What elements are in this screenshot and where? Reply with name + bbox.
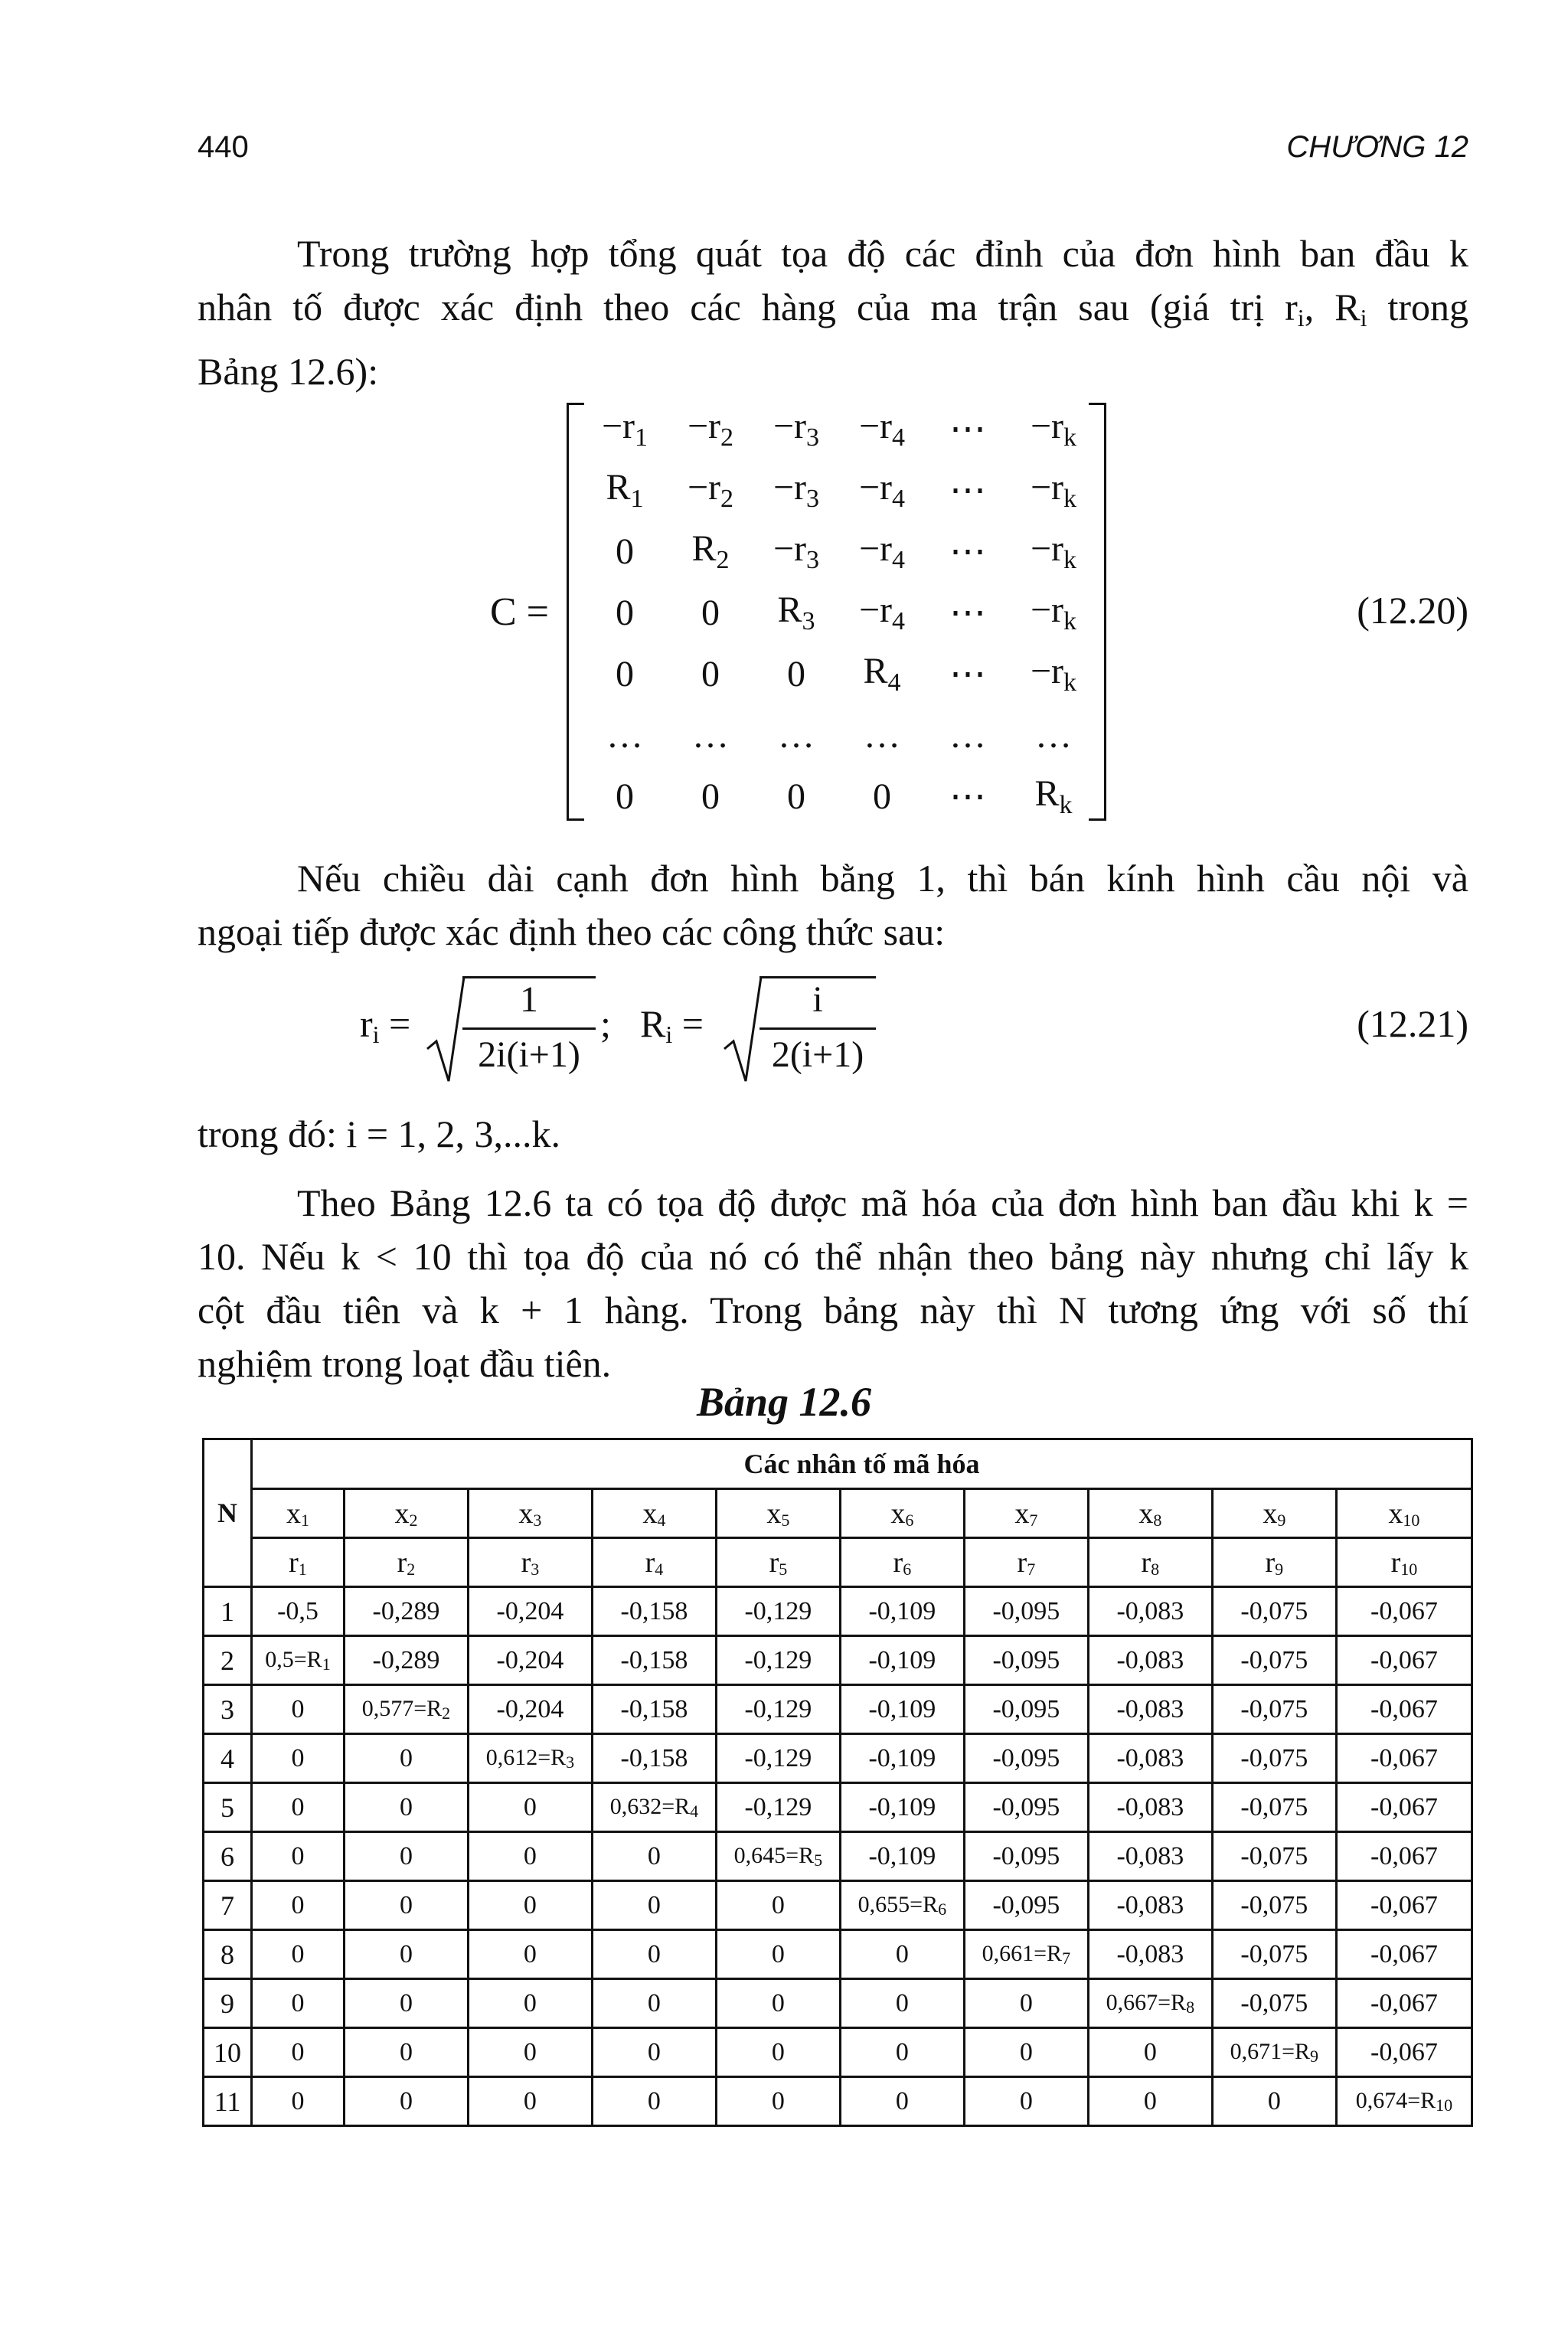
fraction-bar-r	[462, 1027, 596, 1030]
variable-header-cell: x6	[840, 1489, 964, 1538]
sqrt-sign-r	[426, 974, 466, 1089]
table-cell: -0,067	[1336, 1783, 1472, 1832]
group-header: Các nhân tố mã hóa	[252, 1439, 1472, 1489]
formula-r-label: $r_i$ =	[360, 1002, 411, 1048]
fraction-bar-R	[760, 1027, 876, 1030]
table-row	[204, 1685, 1472, 1734]
table-cell: -0,095	[964, 1734, 1088, 1783]
matrix-cell: $R_1$	[606, 467, 644, 513]
table-cell-radius: 0,661=R7	[964, 1930, 1088, 1979]
matrix-cell: $-r_3$	[773, 406, 820, 452]
table-cell: -0,075	[1212, 1685, 1336, 1734]
table-cell: -0,158	[592, 1636, 716, 1685]
table-cell: -0,083	[1088, 1685, 1212, 1734]
matrix-cell: $R_3$	[777, 590, 815, 635]
table-cell: -0,5	[252, 1587, 345, 1636]
matrix-cell: $-r_1$	[601, 406, 648, 452]
table-cell: 0	[1088, 2077, 1212, 2126]
table-cell: 0	[1212, 2077, 1336, 2126]
table-cell: 0	[592, 1832, 716, 1881]
matrix-cell: 0	[616, 653, 634, 694]
matrix-cell: 0	[616, 776, 634, 817]
matrix-cell: 0	[701, 592, 720, 633]
matrix-cell: $R_2$	[691, 528, 730, 574]
table-cell: -0,083	[1088, 1734, 1212, 1783]
table-cell: 0	[468, 1783, 592, 1832]
table-cell: -0,204	[468, 1587, 592, 1636]
matrix-cell: …	[606, 714, 643, 756]
row-number-cell: 8	[204, 1930, 252, 1979]
matrix-row	[582, 398, 1096, 459]
table-cell: 0	[840, 1930, 964, 1979]
matrix-cell: …	[778, 714, 815, 756]
table-cell: -0,067	[1336, 1881, 1472, 1930]
row-number-cell: 3	[204, 1685, 252, 1734]
matrix-cell: $R_k$	[1034, 773, 1073, 819]
table-cell: -0,067	[1336, 2028, 1472, 2077]
variable-header-cell: x5	[716, 1489, 840, 1538]
text-line: ngoại tiếp được xác định theo các công thức sau:	[198, 910, 946, 953]
table-cell: 0	[468, 2077, 592, 2126]
formula-r-numerator: 1	[520, 979, 538, 1020]
text-line: Theo Bảng 12.6 ta có tọa độ được mã hóa của đơn hình ban đầu khi k =	[297, 1181, 1468, 1224]
table-cell: 0	[252, 1930, 345, 1979]
table-cell: -0,095	[964, 1636, 1088, 1685]
row-number-cell: 11	[204, 2077, 252, 2126]
table-cell: 0	[1088, 2028, 1212, 2077]
table-cell: 0	[252, 1783, 345, 1832]
table-cell: 0	[252, 2028, 345, 2077]
table-cell: 0	[252, 1881, 345, 1930]
table-cell: 0	[252, 2077, 345, 2126]
matrix-row	[582, 582, 1096, 643]
variable-header-cell: x10	[1336, 1489, 1472, 1538]
table-cell: 0	[592, 1930, 716, 1979]
table-cell-radius: 0,577=R2	[344, 1685, 468, 1734]
table-cell-radius: 0,667=R8	[1088, 1979, 1212, 2028]
table-cell: 0	[252, 1979, 345, 2028]
table-cell: -0,095	[964, 1881, 1088, 1930]
matrix-cell: ⋯	[949, 776, 986, 817]
table-cell: 0	[840, 2077, 964, 2126]
table-cell: 0	[964, 2077, 1088, 2126]
table-cell: -0,204	[468, 1636, 592, 1685]
variable-header-cell: x2	[344, 1489, 468, 1538]
table-cell: 0	[468, 2028, 592, 2077]
text-line: nhân tố được xác định theo các hàng của ma trận sau (giá trị $r_i$, $R_i$ trong	[198, 286, 1469, 332]
table-cell: -0,067	[1336, 1930, 1472, 1979]
table-cell: 0	[252, 1734, 345, 1783]
table-cell-radius: 0,5=R1	[252, 1636, 345, 1685]
formula-r-denominator: 2i(i+1)	[478, 1034, 580, 1075]
variable-header-cell: x9	[1212, 1489, 1336, 1538]
matrix-cell: $-r_k$	[1030, 528, 1077, 574]
matrix-cell: 0	[701, 776, 720, 817]
equation-number-12-20: (12.20)	[1357, 589, 1468, 632]
table-row	[204, 1979, 1472, 2028]
table-cell: -0,075	[1212, 1881, 1336, 1930]
variable-header-cell: x8	[1088, 1489, 1212, 1538]
text-line: 10. Nếu k < 10 thì tọa độ của nó có thể nhận theo bảng này nhưng chỉ lấy k	[198, 1235, 1468, 1278]
equation-number-12-21: (12.21)	[1357, 1002, 1468, 1045]
matrix-cell: ⋯	[949, 593, 986, 633]
matrix-cell: 0	[787, 653, 805, 694]
table-caption: Bảng 12.6	[696, 1379, 872, 1425]
radius-paragraph	[198, 851, 1468, 959]
table-cell: -0,095	[964, 1783, 1088, 1832]
variable-row	[204, 1489, 1472, 1538]
table-row	[204, 2028, 1472, 2077]
chapter-title: CHƯƠNG 12	[1286, 130, 1468, 164]
table-cell: -0,095	[964, 1587, 1088, 1636]
radius-header-cell: r6	[840, 1538, 964, 1587]
matrix-row	[582, 766, 1096, 827]
table-cell: -0,204	[468, 1685, 592, 1734]
table-cell: 0	[716, 1979, 840, 2028]
variable-header-cell: x7	[964, 1489, 1088, 1538]
matrix-cell: $-r_4$	[858, 467, 906, 513]
text-line: Bảng 12.6):	[198, 350, 379, 393]
table-cell: 0	[344, 1832, 468, 1881]
row-number-cell: 9	[204, 1979, 252, 2028]
table-cell: -0,109	[840, 1783, 964, 1832]
table-cell-radius: 0,655=R6	[840, 1881, 964, 1930]
row-number-cell: 7	[204, 1881, 252, 1930]
table-cell: -0,109	[840, 1636, 964, 1685]
table-cell: 0	[468, 1832, 592, 1881]
table-row	[204, 1832, 1472, 1881]
table-cell: -0,158	[592, 1685, 716, 1734]
matrix-row	[582, 704, 1096, 766]
table-cell: 0	[840, 2028, 964, 2077]
matrix-label: C =	[490, 590, 550, 634]
table-cell: -0,067	[1336, 1587, 1472, 1636]
matrix-row	[582, 521, 1096, 582]
table-row	[204, 1930, 1472, 1979]
matrix-cell: $-r_2$	[687, 406, 734, 452]
matrix-cell: $-r_k$	[1030, 467, 1077, 513]
table-cell: -0,075	[1212, 1587, 1336, 1636]
table-cell: -0,158	[592, 1587, 716, 1636]
table-cell: -0,083	[1088, 1636, 1212, 1685]
formula-R-label: $R_i$ =	[640, 1002, 704, 1048]
matrix-cell: $-r_k$	[1030, 406, 1077, 452]
table-cell: -0,095	[964, 1832, 1088, 1881]
table-cell: 0	[468, 1979, 592, 2028]
table-row	[204, 1636, 1472, 1685]
matrix-cell: $-r_2$	[687, 467, 734, 513]
matrix-cell: $-r_3$	[773, 467, 820, 513]
table-cell: -0,109	[840, 1734, 964, 1783]
table-cell: 0	[964, 2028, 1088, 2077]
table-cell: -0,083	[1088, 1783, 1212, 1832]
matrix-cell: 0	[787, 776, 805, 817]
table-cell: 0	[344, 2028, 468, 2077]
matrix-cell: 0	[616, 531, 634, 572]
table-cell: 0	[716, 1930, 840, 1979]
table-cell: -0,109	[840, 1587, 964, 1636]
text-line: cột đầu tiên và k + 1 hàng. Trong bảng này thì N tương ứng với số thí	[198, 1289, 1468, 1331]
table-row	[204, 2077, 1472, 2126]
table-cell: 0	[840, 1979, 964, 2028]
table-cell: 0	[592, 1881, 716, 1930]
table-cell: -0,067	[1336, 1832, 1472, 1881]
variable-header-cell: x4	[592, 1489, 716, 1538]
table-cell: -0,129	[716, 1783, 840, 1832]
table-cell: 0	[592, 2077, 716, 2126]
table-cell: 0	[716, 2077, 840, 2126]
table-cell: -0,067	[1336, 1734, 1472, 1783]
table-row	[204, 1783, 1472, 1832]
table-cell: 0	[716, 1881, 840, 1930]
table-cell: 0	[592, 2028, 716, 2077]
intro-paragraph	[198, 227, 1468, 398]
table-cell: -0,095	[964, 1685, 1088, 1734]
table-cell: -0,129	[716, 1636, 840, 1685]
table-cell: -0,075	[1212, 1979, 1336, 2028]
table-cell: 0	[344, 1979, 468, 2028]
table-cell-radius: 0,674=R10	[1336, 2077, 1472, 2126]
radius-header-cell: r7	[964, 1538, 1088, 1587]
table-cell: -0,083	[1088, 1881, 1212, 1930]
matrix-cell: $-r_4$	[858, 406, 906, 452]
radius-header-cell: r8	[1088, 1538, 1212, 1587]
matrix-cell: $R_4$	[863, 651, 901, 697]
matrix-cell: 0	[701, 653, 720, 694]
matrix-cell: …	[864, 714, 900, 756]
matrix-cell: $-r_4$	[858, 528, 906, 574]
table-cell-radius: 0,632=R4	[592, 1783, 716, 1832]
table-cell: 0	[344, 1734, 468, 1783]
table-intro-paragraph	[198, 1176, 1468, 1390]
table-cell: -0,067	[1336, 1636, 1472, 1685]
row-number-cell: 10	[204, 2028, 252, 2077]
radius-header-cell: r2	[344, 1538, 468, 1587]
table-cell: 0	[344, 1783, 468, 1832]
row-number-cell: 1	[204, 1587, 252, 1636]
table-cell: -0,129	[716, 1587, 840, 1636]
formula-separator: ;	[600, 1002, 611, 1045]
matrix-cell: $-r_k$	[1030, 590, 1077, 635]
text-line: Trong trường hợp tổng quát tọa độ các đỉnh của đơn hình ban đầu k	[297, 232, 1468, 275]
radius-header-cell: r4	[592, 1538, 716, 1587]
matrix-cell: ⋯	[949, 654, 986, 694]
coded-factors-table	[202, 1438, 1473, 2127]
table-cell: 0	[716, 2028, 840, 2077]
table-cell: 0	[468, 1881, 592, 1930]
table-cell: 0	[252, 1685, 345, 1734]
table-cell: -0,075	[1212, 1783, 1336, 1832]
radius-header-cell: r5	[716, 1538, 840, 1587]
matrix-row	[582, 643, 1096, 704]
matrix-cell: $-r_4$	[858, 590, 906, 635]
table-cell: -0,075	[1212, 1930, 1336, 1979]
text-line: Nếu chiều dài cạnh đơn hình bằng 1, thì bán kính hình cầu nội và	[297, 857, 1468, 900]
text-line: nghiệm trong loạt đầu tiên.	[198, 1342, 612, 1385]
table-cell: -0,083	[1088, 1832, 1212, 1881]
matrix-cell: ⋯	[949, 409, 986, 449]
formula-R-denominator: 2(i+1)	[771, 1034, 864, 1075]
n-header: N	[204, 1439, 252, 1587]
table-row	[204, 1734, 1472, 1783]
table-cell: -0,083	[1088, 1587, 1212, 1636]
table-cell: -0,075	[1212, 1636, 1336, 1685]
matrix-cell: $-r_3$	[773, 528, 820, 574]
table-cell: -0,289	[344, 1636, 468, 1685]
table-row	[204, 1587, 1472, 1636]
table-cell-radius: 0,612=R3	[468, 1734, 592, 1783]
matrix-cell: 0	[616, 592, 634, 633]
row-number-cell: 2	[204, 1636, 252, 1685]
matrix-row	[582, 459, 1096, 521]
table-cell: -0,129	[716, 1734, 840, 1783]
table-cell: -0,129	[716, 1685, 840, 1734]
matrix-cell: …	[949, 714, 986, 756]
table-cell: 0	[344, 1930, 468, 1979]
formula-R-numerator: i	[812, 979, 823, 1020]
table-cell: 0	[468, 1930, 592, 1979]
table-cell: -0,158	[592, 1734, 716, 1783]
matrix-cell: ⋯	[949, 531, 986, 572]
table-cell: -0,109	[840, 1685, 964, 1734]
variable-header-cell: x3	[468, 1489, 592, 1538]
table-cell: -0,289	[344, 1587, 468, 1636]
radius-header-cell: r1	[252, 1538, 345, 1587]
table-cell: -0,109	[840, 1832, 964, 1881]
matrix-cell: $-r_k$	[1030, 651, 1077, 697]
row-number-cell: 5	[204, 1783, 252, 1832]
radius-header-cell: r10	[1336, 1538, 1472, 1587]
matrix-c	[582, 398, 1096, 827]
table-header-row	[204, 1439, 1472, 1489]
matrix-cell: …	[1035, 714, 1072, 756]
radius-header-cell: r9	[1212, 1538, 1336, 1587]
table-cell: 0	[344, 2077, 468, 2126]
where-line: trong đó: i = 1, 2, 3,...k.	[198, 1112, 561, 1155]
table-cell: -0,067	[1336, 1979, 1472, 2028]
radius-row	[204, 1538, 1472, 1587]
table-cell: -0,075	[1212, 1734, 1336, 1783]
table-cell: 0	[252, 1832, 345, 1881]
table-cell: -0,075	[1212, 1832, 1336, 1881]
matrix-cell: 0	[873, 776, 891, 817]
radius-header-cell: r3	[468, 1538, 592, 1587]
table-cell: 0	[592, 1979, 716, 2028]
row-number-cell: 4	[204, 1734, 252, 1783]
table-cell: 0	[344, 1881, 468, 1930]
table-cell: 0	[964, 1979, 1088, 2028]
table-row	[204, 1881, 1472, 1930]
table-cell-radius: 0,671=R9	[1212, 2028, 1336, 2077]
matrix-cell: ⋯	[949, 470, 986, 511]
page-number: 440	[198, 130, 249, 164]
table-cell: -0,067	[1336, 1685, 1472, 1734]
variable-header-cell: x1	[252, 1489, 345, 1538]
matrix-cell: …	[692, 714, 729, 756]
table-cell-radius: 0,645=R5	[716, 1832, 840, 1881]
row-number-cell: 6	[204, 1832, 252, 1881]
sqrt-sign-R	[723, 974, 763, 1089]
table-cell: -0,083	[1088, 1930, 1212, 1979]
